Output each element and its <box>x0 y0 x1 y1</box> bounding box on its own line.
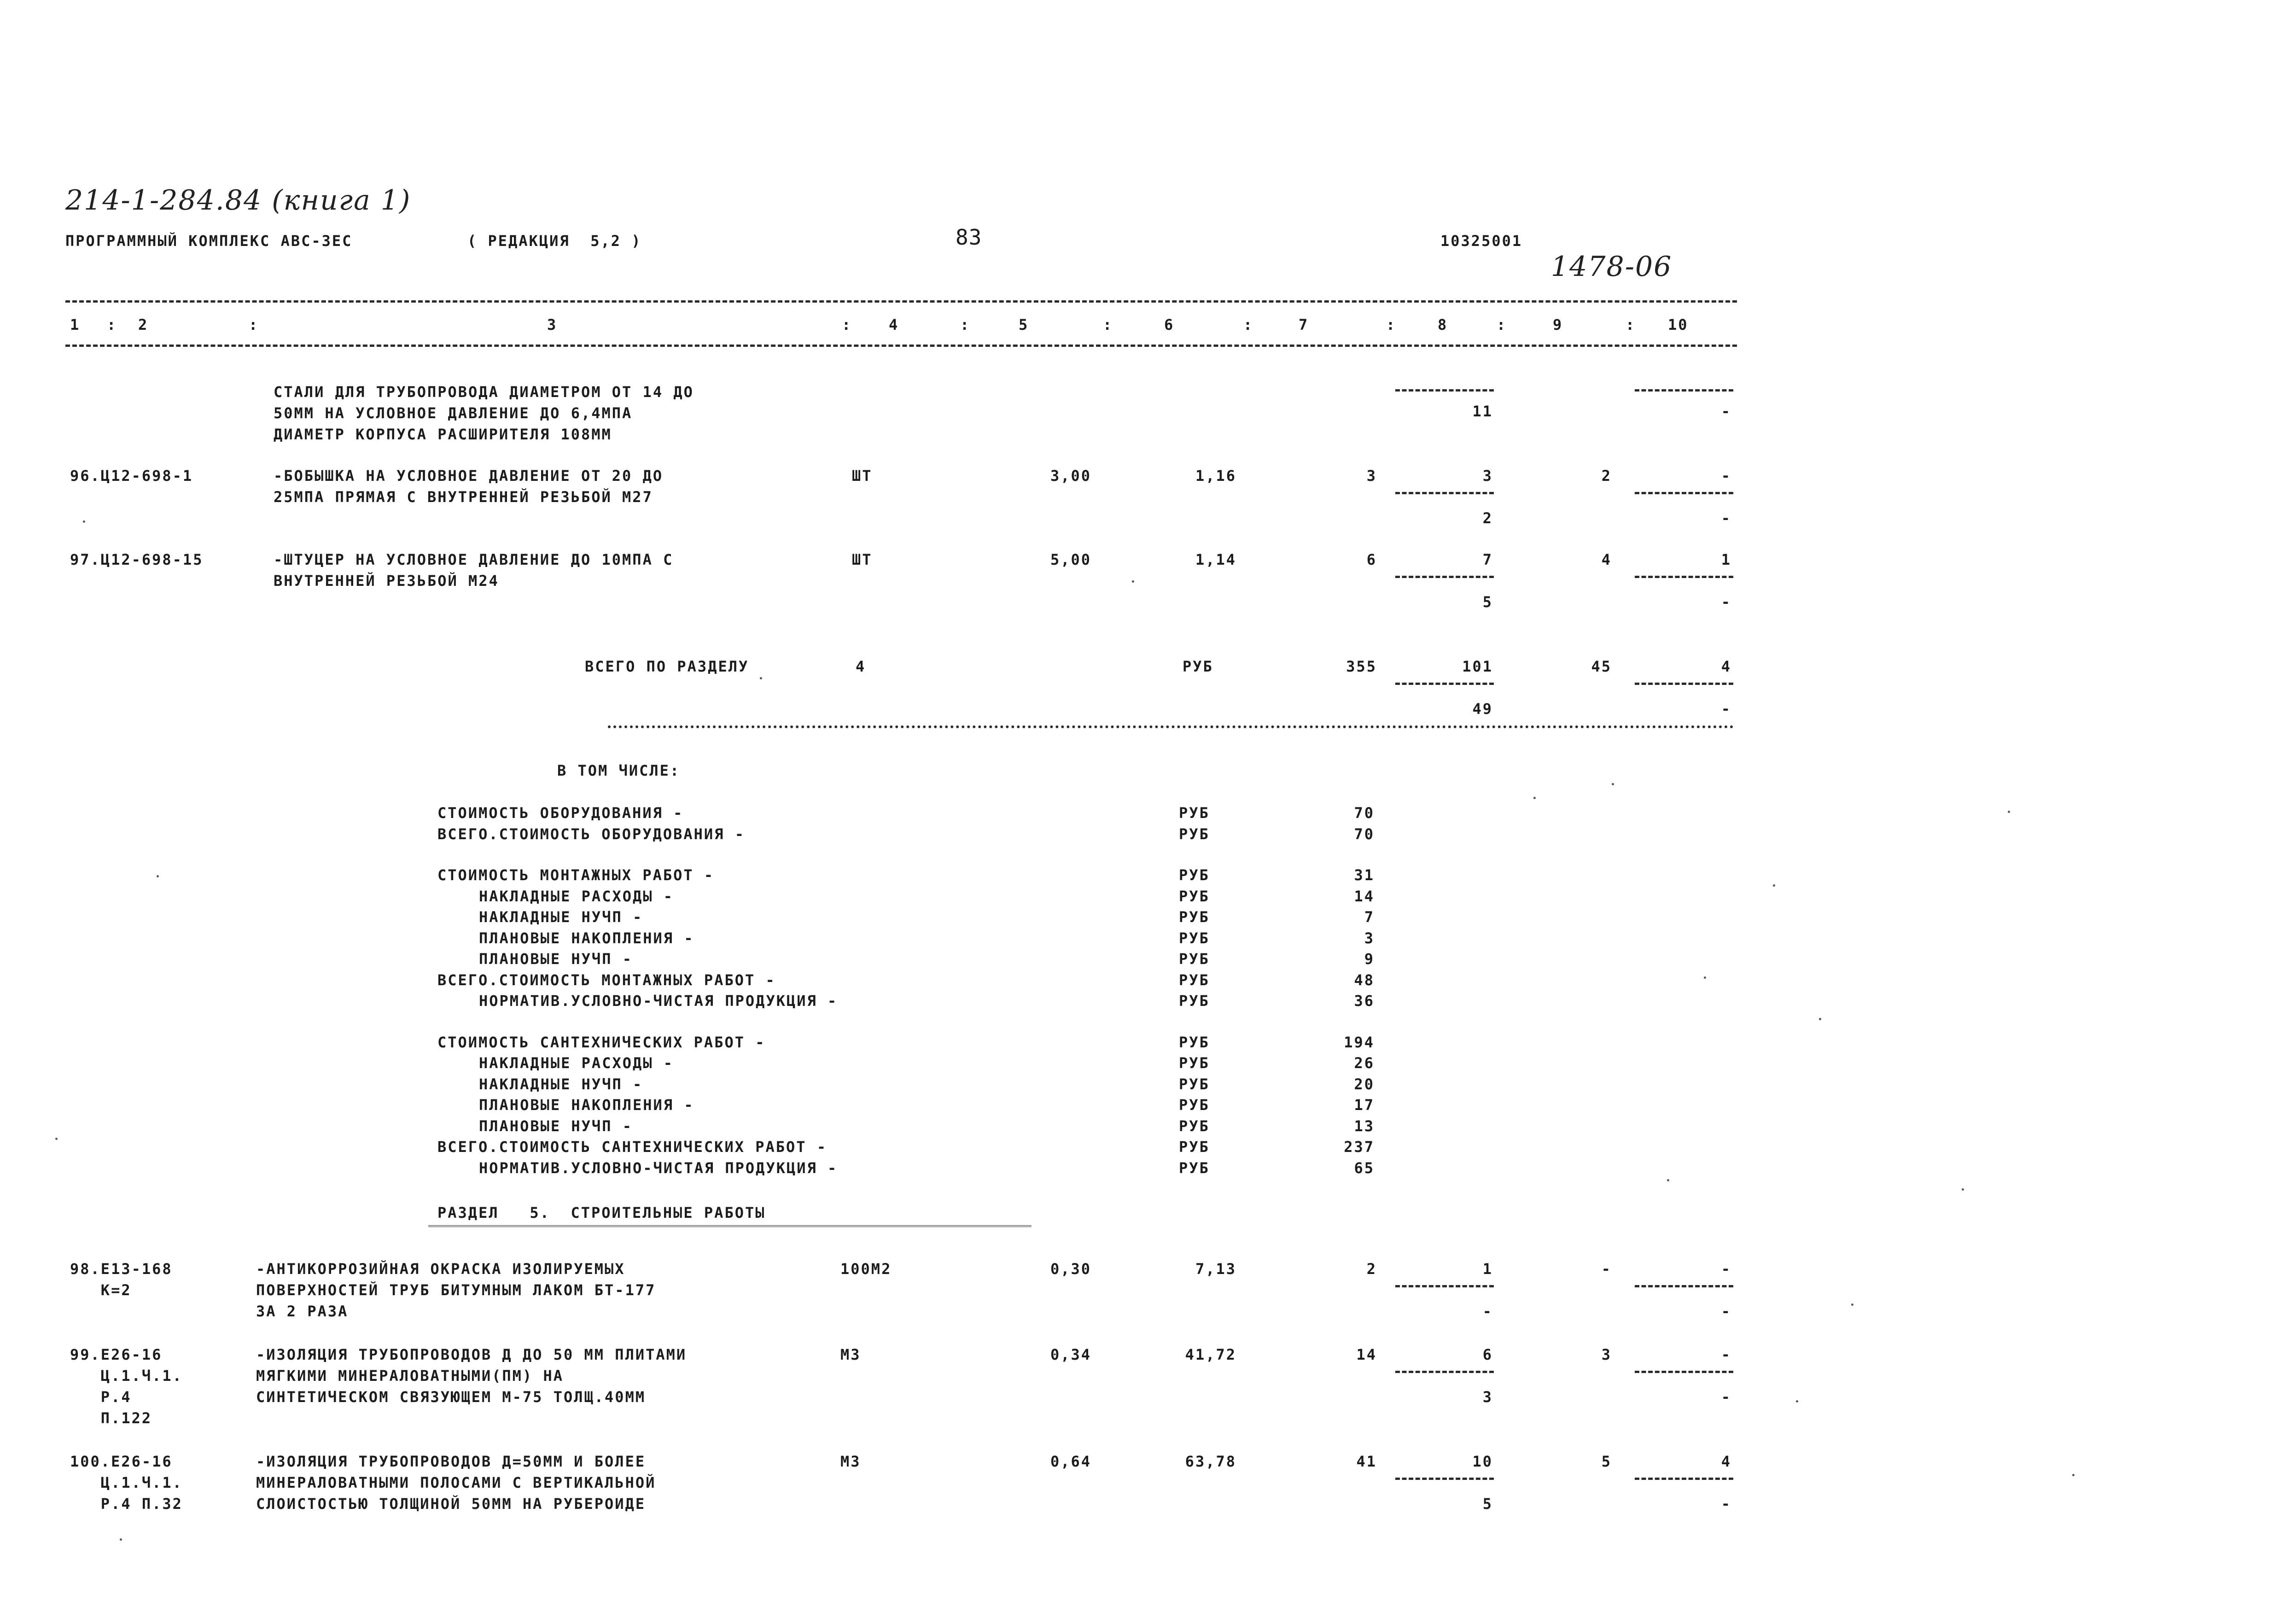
column-number-7: 7 <box>1299 316 1309 333</box>
item-96-price: 1,16 <box>1195 467 1236 485</box>
item-100-name: МИНЕРАЛОВАТНЫМИ ПОЛОСАМИ С ВЕРТИКАЛЬНОЙ <box>256 1474 656 1491</box>
item-96-c10-underline <box>1635 492 1733 494</box>
item-96-qty: 3,00 <box>1050 467 1091 485</box>
breakdown-label: НАКЛАДНЫЕ НУЧП - <box>479 1075 643 1093</box>
item-97-name: -ШТУЦЕР НА УСЛОВНОЕ ДАВЛЕНИЕ ДО 10МПА С <box>274 551 674 568</box>
scan-speck <box>1132 580 1134 583</box>
scan-speck <box>1962 1188 1964 1191</box>
item-99-qty: 0,34 <box>1050 1346 1091 1363</box>
scan-speck <box>760 677 762 679</box>
item-99-c10-underline <box>1635 1371 1733 1373</box>
breakdown-unit: РУБ <box>1179 1096 1210 1114</box>
item-99-c7: 14 <box>1356 1346 1377 1363</box>
breakdown-label: ПЛАНОВЫЕ НАКОПЛЕНИЯ - <box>479 1096 694 1114</box>
item-96-c10: - <box>1721 467 1731 485</box>
scan-speck <box>157 875 159 877</box>
total-c8-underline <box>1395 683 1494 685</box>
item-96-code: 96.Ц12-698-1 <box>70 467 193 485</box>
column-number-3: 3 <box>547 316 558 333</box>
item-99-name: МЯГКИМИ МИНЕРАЛОВАТНЫМИ(ПМ) НА <box>256 1367 564 1385</box>
carry-c8: 11 <box>1472 403 1493 420</box>
item-98-unit: 100М2 <box>840 1260 892 1278</box>
scan-speck <box>1851 1303 1853 1306</box>
item-99-unit: М3 <box>840 1346 861 1363</box>
item-99-code: Ц.1.Ч.1. <box>70 1367 183 1385</box>
item-99-name: -ИЗОЛЯЦИЯ ТРУБОПРОВОДОВ Д ДО 50 ММ ПЛИТАМИ <box>256 1346 687 1363</box>
column-number-9: 9 <box>1553 316 1563 333</box>
item-97-price: 1,14 <box>1195 551 1236 568</box>
item-97-c10b: - <box>1721 593 1731 611</box>
item-100-c10b: - <box>1721 1495 1731 1513</box>
item-100-c10-underline <box>1635 1478 1733 1480</box>
breakdown-label: НАКЛАДНЫЕ НУЧП - <box>479 908 643 926</box>
item-100-code: Ц.1.Ч.1. <box>70 1474 183 1491</box>
item-99-c10: - <box>1721 1346 1731 1363</box>
total-unit: РУБ <box>1183 658 1213 675</box>
item-96-unit: ШТ <box>852 467 873 485</box>
carry-c10: - <box>1721 403 1731 420</box>
item-99-code: 99.Е26-16 <box>70 1346 163 1363</box>
breakdown-label: СТОИМОСТЬ САНТЕХНИЧЕСКИХ РАБОТ - <box>437 1033 766 1051</box>
total-c8: 101 <box>1462 658 1493 675</box>
breakdown-unit: РУБ <box>1179 1075 1210 1093</box>
breakdown-value: 31 <box>1354 866 1375 884</box>
item-96-c8: 3 <box>1482 467 1493 485</box>
item-97-c8: 7 <box>1482 551 1493 568</box>
scan-speck <box>2008 811 2010 813</box>
carry-text-line: ДИАМЕТР КОРПУСА РАСШИРИТЕЛЯ 108ММ <box>274 426 612 443</box>
breakdown-label: НОРМАТИВ.УСЛОВНО-ЧИСТАЯ ПРОДУКЦИЯ - <box>479 992 838 1010</box>
breakdown-label: СТОИМОСТЬ ОБОРУДОВАНИЯ - <box>437 804 684 822</box>
item-100-unit: М3 <box>840 1453 861 1470</box>
breakdown-unit: РУБ <box>1179 950 1210 968</box>
scan-speck <box>1612 783 1614 785</box>
column-number-6: 6 <box>1164 316 1175 333</box>
scan-speck <box>1773 884 1775 887</box>
breakdown-unit: РУБ <box>1179 1159 1210 1177</box>
item-97-c8-underline <box>1395 576 1494 578</box>
scan-speck <box>120 1538 122 1541</box>
document-number: 10325001 <box>1440 232 1523 250</box>
breakdown-value: 65 <box>1354 1159 1375 1177</box>
item-98-name: ПОВЕРХНОСТЕЙ ТРУБ БИТУМНЫМ ЛАКОМ БТ-177 <box>256 1281 656 1299</box>
scan-speck <box>1819 1018 1821 1020</box>
column-number-10: 10 <box>1668 316 1689 333</box>
item-97-qty: 5,00 <box>1050 551 1091 568</box>
scan-speck <box>83 520 85 523</box>
item-98-c9: - <box>1601 1260 1612 1278</box>
item-98-c8-underline <box>1395 1285 1494 1287</box>
scan-speck <box>2072 1474 2075 1476</box>
breakdown-title: В ТОМ ЧИСЛЕ: <box>557 762 681 779</box>
carry-c8-underline <box>1395 389 1494 392</box>
breakdown-value: 237 <box>1344 1138 1375 1156</box>
column-divider: : <box>1103 316 1113 333</box>
item-99-name: СИНТЕТИЧЕСКОМ СВЯЗУЮЩЕМ М-75 ТОЛЩ.40ММ <box>256 1388 646 1406</box>
program-name: ПРОГРАММНЫЙ КОМПЛЕКС АВС-ЗЕС <box>65 232 353 250</box>
breakdown-label: ВСЕГО.СТОИМОСТЬ ОБОРУДОВАНИЯ - <box>437 825 745 843</box>
breakdown-label: ПЛАНОВЫЕ НАКОПЛЕНИЯ - <box>479 929 694 947</box>
column-number-1: 1 <box>70 316 81 333</box>
breakdown-label: НАКЛАДНЫЕ РАСХОДЫ - <box>479 1054 674 1072</box>
section5-heading: РАЗДЕЛ 5. СТРОИТЕЛЬНЫЕ РАБОТЫ <box>437 1204 766 1221</box>
breakdown-unit: РУБ <box>1179 1117 1210 1135</box>
item-99-c8b: 3 <box>1482 1388 1493 1406</box>
breakdown-unit: РУБ <box>1179 992 1210 1010</box>
breakdown-value: 26 <box>1354 1054 1375 1072</box>
total-dotted-rule <box>608 725 1734 728</box>
header-separator-top <box>65 300 1737 303</box>
item-97-c10-underline <box>1635 576 1733 578</box>
item-100-name: СЛОИСТОСТЬЮ ТОЛЩИНОЙ 50ММ НА РУБЕРОИДЕ <box>256 1495 646 1513</box>
column-divider: : <box>249 316 259 333</box>
total-label: ВСЕГО ПО РАЗДЕЛУ <box>585 658 749 675</box>
item-96-c8b: 2 <box>1482 509 1493 527</box>
breakdown-value: 48 <box>1354 971 1375 989</box>
carry-c10-underline <box>1635 389 1733 392</box>
breakdown-unit: РУБ <box>1179 887 1210 905</box>
item-97-c7: 6 <box>1366 551 1377 568</box>
item-100-c8-underline <box>1395 1478 1494 1480</box>
program-edition: ( РЕДАКЦИЯ 5,2 ) <box>467 232 642 250</box>
section5-double-rule <box>428 1225 1031 1227</box>
item-99-c9: 3 <box>1601 1346 1612 1363</box>
item-100-qty: 0,64 <box>1050 1453 1091 1470</box>
item-100-c8: 10 <box>1472 1453 1493 1470</box>
header-separator-bottom <box>65 345 1737 347</box>
breakdown-value: 3 <box>1364 929 1375 947</box>
item-97-code: 97.Ц12-698-15 <box>70 551 204 568</box>
item-98-code: К=2 <box>70 1281 132 1299</box>
item-96-c9: 2 <box>1601 467 1612 485</box>
scan-speck <box>1796 1400 1798 1403</box>
item-97-name: ВНУТРЕННЕЙ РЕЗЬБОЙ М24 <box>274 572 499 590</box>
breakdown-unit: РУБ <box>1179 866 1210 884</box>
breakdown-value: 14 <box>1354 887 1375 905</box>
item-96-c8-underline <box>1395 492 1494 494</box>
item-100-c9: 5 <box>1601 1453 1612 1470</box>
item-97-c9: 4 <box>1601 551 1612 568</box>
breakdown-value: 17 <box>1354 1096 1375 1114</box>
breakdown-value: 194 <box>1344 1033 1375 1051</box>
item-100-code: Р.4 П.32 <box>70 1495 183 1513</box>
scan-speck <box>1704 976 1706 979</box>
scan-speck <box>1667 1179 1669 1181</box>
breakdown-value: 13 <box>1354 1117 1375 1135</box>
handwritten-page-note: 1478-06 <box>1551 251 1672 283</box>
total-c7: 355 <box>1346 658 1377 675</box>
breakdown-unit: РУБ <box>1179 908 1210 926</box>
item-98-c8: 1 <box>1482 1260 1493 1278</box>
item-98-name: ЗА 2 РАЗА <box>256 1303 349 1320</box>
item-100-name: -ИЗОЛЯЦИЯ ТРУБОПРОВОДОВ Д=50ММ И БОЛЕЕ <box>256 1453 646 1470</box>
carry-text-line: 50ММ НА УСЛОВНОЕ ДАВЛЕНИЕ ДО 6,4МПА <box>274 404 633 422</box>
total-c10b: - <box>1721 700 1731 718</box>
breakdown-value: 70 <box>1354 825 1375 843</box>
total-section: 4 <box>856 658 866 675</box>
item-100-price: 63,78 <box>1185 1453 1236 1470</box>
handwritten-doc-code: 214-1-284.84 (книга 1) <box>65 184 411 216</box>
breakdown-label: ПЛАНОВЫЕ НУЧП - <box>479 950 633 968</box>
column-divider: : <box>107 316 117 333</box>
breakdown-label: ПЛАНОВЫЕ НУЧП - <box>479 1117 633 1135</box>
item-98-c10-underline <box>1635 1285 1733 1287</box>
item-98-c10b: - <box>1721 1303 1731 1320</box>
item-99-c8: 6 <box>1482 1346 1493 1363</box>
column-divider: : <box>1386 316 1397 333</box>
item-99-code: Р.4 <box>70 1388 132 1406</box>
breakdown-value: 20 <box>1354 1075 1375 1093</box>
breakdown-unit: РУБ <box>1179 1033 1210 1051</box>
column-number-4: 4 <box>889 316 899 333</box>
column-divider: : <box>1626 316 1636 333</box>
breakdown-unit: РУБ <box>1179 1138 1210 1156</box>
column-divider: : <box>1243 316 1254 333</box>
scan-speck <box>1533 797 1536 799</box>
breakdown-unit: РУБ <box>1179 1054 1210 1072</box>
column-number-2: 2 <box>138 316 149 333</box>
column-divider: : <box>1497 316 1507 333</box>
item-98-qty: 0,30 <box>1050 1260 1091 1278</box>
breakdown-unit: РУБ <box>1179 971 1210 989</box>
item-100-c10: 4 <box>1721 1453 1731 1470</box>
item-96-c7: 3 <box>1366 467 1377 485</box>
scan-speck <box>55 1138 58 1140</box>
breakdown-value: 70 <box>1354 804 1375 822</box>
item-98-code: 98.Е13-168 <box>70 1260 173 1278</box>
item-97-c10: 1 <box>1721 551 1731 568</box>
item-98-c8b: - <box>1482 1303 1493 1320</box>
page-number: 83 <box>956 225 982 250</box>
total-c9: 45 <box>1591 658 1612 675</box>
breakdown-label: НОРМАТИВ.УСЛОВНО-ЧИСТАЯ ПРОДУКЦИЯ - <box>479 1159 838 1177</box>
item-98-price: 7,13 <box>1195 1260 1236 1278</box>
breakdown-unit: РУБ <box>1179 825 1210 843</box>
item-99-price: 41,72 <box>1185 1346 1236 1363</box>
breakdown-unit: РУБ <box>1179 929 1210 947</box>
item-100-code: 100.Е26-16 <box>70 1453 173 1470</box>
breakdown-label: ВСЕГО.СТОИМОСТЬ САНТЕХНИЧЕСКИХ РАБОТ - <box>437 1138 827 1156</box>
breakdown-value: 36 <box>1354 992 1375 1010</box>
item-98-c10: - <box>1721 1260 1731 1278</box>
column-divider: : <box>960 316 971 333</box>
breakdown-value: 7 <box>1364 908 1375 926</box>
column-number-5: 5 <box>1019 316 1029 333</box>
item-99-code: П.122 <box>70 1409 152 1427</box>
item-97-c8b: 5 <box>1482 593 1493 611</box>
item-98-name: -АНТИКОРРОЗИЙНАЯ ОКРАСКА ИЗОЛИРУЕМЫХ <box>256 1260 625 1278</box>
column-divider: : <box>842 316 852 333</box>
item-96-name: 25МПА ПРЯМАЯ С ВНУТРЕННЕЙ РЕЗЬБОЙ М27 <box>274 488 653 506</box>
total-c10-underline <box>1635 683 1733 685</box>
total-c10: 4 <box>1721 658 1731 675</box>
item-96-name: -БОБЫШКА НА УСЛОВНОЕ ДАВЛЕНИЕ ОТ 20 ДО <box>274 467 664 485</box>
breakdown-label: НАКЛАДНЫЕ РАСХОДЫ - <box>479 887 674 905</box>
column-number-8: 8 <box>1438 316 1448 333</box>
breakdown-label: СТОИМОСТЬ МОНТАЖНЫХ РАБОТ - <box>437 866 715 884</box>
item-99-c10b: - <box>1721 1388 1731 1406</box>
item-99-c8-underline <box>1395 1371 1494 1373</box>
breakdown-value: 9 <box>1364 950 1375 968</box>
item-97-unit: ШТ <box>852 551 873 568</box>
carry-text-line: СТАЛИ ДЛЯ ТРУБОПРОВОДА ДИАМЕТРОМ ОТ 14 ДО <box>274 383 694 401</box>
item-96-c10b: - <box>1721 509 1731 527</box>
item-98-c7: 2 <box>1366 1260 1377 1278</box>
total-c8b: 49 <box>1472 700 1493 718</box>
breakdown-unit: РУБ <box>1179 804 1210 822</box>
breakdown-label: ВСЕГО.СТОИМОСТЬ МОНТАЖНЫХ РАБОТ - <box>437 971 776 989</box>
item-100-c8b: 5 <box>1482 1495 1493 1513</box>
item-100-c7: 41 <box>1356 1453 1377 1470</box>
